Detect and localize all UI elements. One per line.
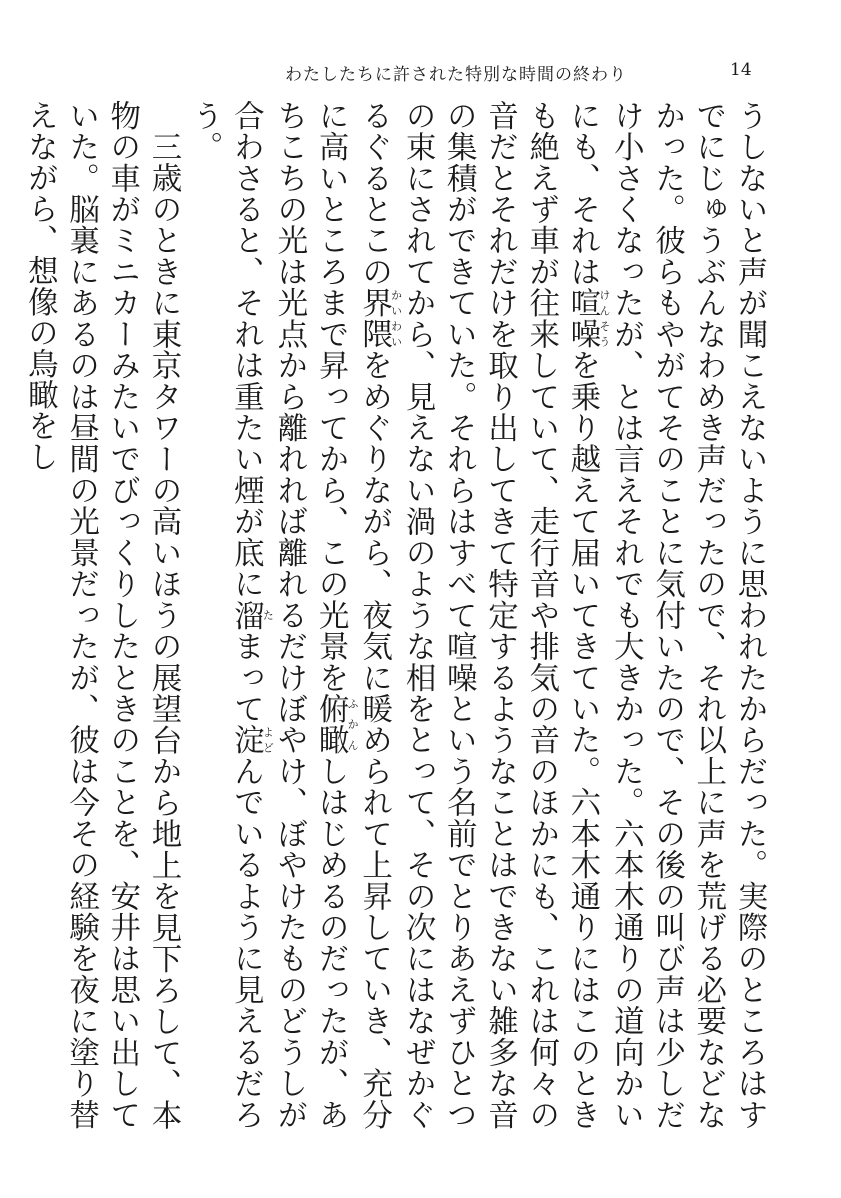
text-run: を乗り越えて届いてきていた。六本木通りにはこのときも絶えず車が往来していて、走行音や排気の音のほかにも、これは何々の音だとそれだけを取り出してきて特定するようなことはできない雑多な音の集積ができていた。それらはすべて喧噪という名前でとりあえずひとつの束にされてから、見えない渦のような相をとって、その次にはなぜかぐるぐるとこの — [356, 100, 600, 1130]
ruby-ta — [228, 599, 275, 631]
body-text — [22, 100, 770, 1131]
ruby-base: 淀 — [228, 724, 264, 756]
ruby-fukan — [313, 693, 360, 756]
ruby-base: 俯瞰 — [313, 693, 349, 756]
ruby-yodo — [228, 724, 275, 756]
text-run: うしないと声が聞こえないように思われたからだった。実際のところはすでにじゅうぶんなわめき声だったので、それ以上に声を荒げる必要などなかった。彼らもやがてそのことに気付いたので、その後の叫び声は少しだけ小さくなったが、とは言えそれでも大きかった。六本木通りの道向かいにも、それは — [564, 100, 767, 1130]
running-title: わたしたちに許された特別な時間の終わり — [285, 65, 627, 85]
ruby-reading: けんそう — [597, 287, 611, 350]
ruby-kensou — [564, 287, 611, 350]
ruby-reading: よど — [261, 724, 275, 756]
ruby-kaiwai — [356, 287, 403, 350]
ruby-base: 溜 — [228, 599, 264, 631]
text-run: まって — [228, 630, 264, 725]
ruby-reading: ふかん — [346, 693, 360, 756]
ruby-reading: かいわい — [389, 287, 403, 350]
ruby-base: 界隈 — [356, 287, 392, 350]
text-run: をめぐりながら、夜気に暖められて上昇していき、充分に高いところまで昇ってから、この光景を — [313, 100, 392, 1130]
text-run: んでいるように見えるだろう。 — [187, 100, 264, 1130]
text-run: しはじめるのだったが、あちこちの光は光点から離れれば離れるだけぼやけ、ぼやけたものどうしが合わさると、それは重たい煙が底に — [228, 100, 349, 1130]
page-number: 14 — [730, 60, 752, 80]
ruby-base: 喧噪 — [564, 287, 600, 350]
ruby-reading: た — [261, 599, 275, 631]
paragraph-2: 三歳のときに東京タワーの高いほうの展望台から地上を見下ろして、本物の車がミニカーみたいでびっくりしたときのことを、安井は思い出していた。脳裏にあるのは昼間の光景だったが、彼は今その経験を夜に塗り替えながら、想像の鳥瞰をし — [22, 100, 181, 1131]
paragraph-1 — [184, 100, 770, 1130]
